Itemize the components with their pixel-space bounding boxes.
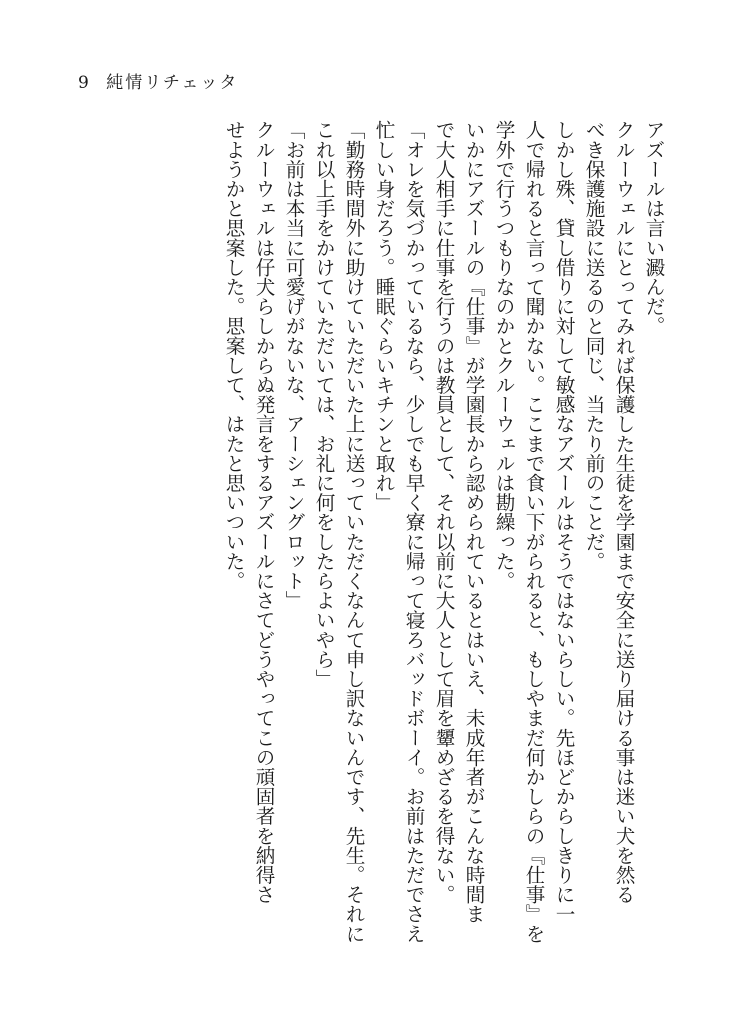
text-line: せようかと思案した。思案して、はたと思いついた。 <box>222 120 245 591</box>
text-line: 忙しい身だろう。睡眠ぐらいキチンと取れ」 <box>372 120 395 512</box>
text-line: 「オレを気づかっているなら、少しでも早く寮に帰って寝ろバッドボーイ。お前はただでさえ <box>402 120 425 944</box>
vertical-body-text <box>68 120 668 970</box>
text-line: しかし殊、貸し借りに対して敏感なアズールはそうではないらしい。先ほどからしきりに一 <box>552 120 575 924</box>
running-header <box>78 68 238 93</box>
text-line: べき保護施設に送るのと同じ、当たり前のことだ。 <box>582 120 605 571</box>
text-line: アズールは言い澱んだ。 <box>642 120 665 336</box>
text-line: 人で帰れると言って聞かない。ここまで食い下がられると、もしやまだ何かしらの『仕事』を <box>522 120 545 944</box>
text-line: で大人相手に仕事を行うのは教員として、それ以前に大人として眉を顰めざるを得ない。 <box>432 120 455 904</box>
chapter-title: 純情リチェッタ <box>106 73 239 93</box>
text-line: クルーウェルは仔犬らしからぬ発言をするアズールにさてどうやってこの頑固者を納得さ <box>252 120 275 904</box>
text-line: これ以上手をかけていただいては、お礼に何をしたらよいやら」 <box>312 120 335 689</box>
text-line: 「勤務時間外に助けていただいた上に送っていただくなんて申し訳ないんです、先生。それに <box>342 120 365 944</box>
text-line: 「お前は本当に可愛げがないな、アーシェングロット」 <box>282 120 305 610</box>
text-line: 学外で行うつもりなのかとクルーウェルは勘繰った。 <box>492 120 515 591</box>
text-line: いかにアズールの『仕事』が学園長から認められているとはいえ、未成年者がこんな時間ま <box>462 120 485 924</box>
text-line: クルーウェルにとってみれば保護した生徒を学園まで安全に送り届ける事は迷い犬を然る <box>612 120 635 904</box>
page-number: 9 <box>78 73 91 93</box>
